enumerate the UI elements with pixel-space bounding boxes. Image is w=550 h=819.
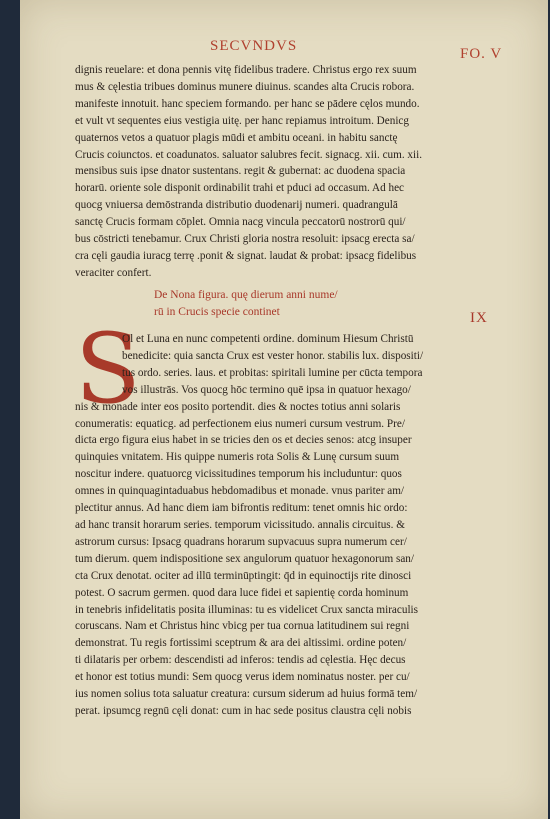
text-line: Ol et Luna en nunc competenti ordine. dominum Hiesum Christū — [122, 333, 414, 345]
text-line: quocg vniuersa demōstranda distributio duodenarij numeri. quadrangulā — [75, 199, 398, 212]
text-line: perat. ipsumcg regnū cęli donat: cum in hac sede positus claustra cęli nobis — [75, 704, 412, 717]
text-line: manifeste innotuit. hanc speciem formando. per hanc se pādere cęlos mundo. — [75, 97, 420, 110]
text-line: dignis reuelare: et dona pennis vitę fidelibus tradere. Christus ergo rex suum — [75, 64, 417, 76]
text-line: dicta ergo figura eius habet in se tricies den os et decies senos: atcg insuper — [75, 434, 412, 447]
text-line: cra cęli gaudia iuracg terrę .ponit & signat. laudat & probat: ipsacg fidelibus — [75, 249, 417, 262]
text-line: nis & monade inter eos posito portendit. dies & noctes totius anni solaris — [75, 400, 401, 413]
chapter-number: IX — [470, 310, 488, 326]
manuscript-page — [20, 0, 548, 819]
text-line: ad hanc transit horarum series. temporum vicissitudo. annalis circuitus. & — [75, 518, 405, 531]
running-title: SECVNDVS — [210, 38, 298, 54]
text-line: quaternos vetos a quatuor plagis mūdi et ambitu oceani. in habitu sanctę — [75, 131, 398, 144]
text-line: coruscans. Nam et Christus hinc vbicg per tua cornua latitudinem sui regni — [75, 620, 410, 633]
top-paragraph — [75, 62, 510, 282]
text-line: benedicite: quia sancta Crux est vester honor. stabilis lux. dispositi/ — [122, 349, 424, 362]
text-line: Crucis coiunctos. et coadunatos. saluator salubres fecit. signacg. xii. cum. xii. — [75, 148, 423, 161]
text-line: quinquies vnitatem. His quippe numeris rota Solis & Lunę cursum suum — [75, 451, 400, 464]
text-line: mus & cęlestia tribues dominus munere diuinus. scandes alta Crucis robora. — [75, 80, 415, 93]
text-line: ius nomen solius tota saluatur creatura: cursum siderum ad huius formā tem/ — [75, 688, 418, 701]
folio-number: FO. V — [460, 46, 503, 62]
text-line: mensibus suis ipse dnator sustentans. regit & gubernat: ac duodena spacia — [75, 165, 406, 178]
main-paragraph — [75, 331, 510, 720]
text-line: et vult vt sequentes eius vestigia uitę. per hanc repiamus introitum. Denicg — [75, 114, 409, 127]
text-line: veraciter confert. — [75, 266, 152, 279]
text-line: potest. O sacrum germen. quod dara luce fidei et sapientię corda hominum — [75, 586, 409, 599]
text-line: et honor est totius mundi: Sem quocg verus idem nominatus noster. per cu/ — [75, 671, 410, 684]
text-line: noscitur indere. quatuorcg vicissitudines temporum his includuntur: quos — [75, 468, 402, 481]
text-line: bus cōstricti tenebamur. Crux Christi gloria nostra resoluit: ipsacg erecta sa/ — [75, 233, 415, 246]
rubric-line: De Nona figura. quę dierum anni nume/ — [154, 289, 338, 301]
text-line: astrorum cursus: Ipsacg quadrans horarum supvacuus supra numerum cer/ — [75, 535, 407, 548]
text-line: tus ordo. series. laus. et probitas: spiritali lumine per cūcta tempora — [122, 366, 423, 379]
text-line: tum dierum. quem indispositione sex angulorum quatuor hexagonorum san/ — [75, 552, 414, 565]
text-line: demonstrat. Tu regis fortissimi sceptrum & ara dei altissimi. ordine poten/ — [75, 637, 407, 650]
text-line: horarū. oriente sole disponit ordinabilit trahi et pduci ad occasum. Ad hec — [75, 182, 405, 195]
text-line: plectitur annus. Ad hanc diem iam bifrontis reditum: tenet omnis hic ordo: — [75, 502, 408, 515]
text-line: ti dilataris per orbem: descendisti ad inferos: tendis ad cęlestia. Hęc decus — [75, 654, 406, 667]
text-line: vos illustrās. Vos quocg hōc termino quē ipsa in quatuor hexago/ — [122, 383, 411, 396]
text-line: cta Crux denotat. ociter ad illū terminūptingit: q̄d in equinoctijs rite dinosci — [75, 569, 412, 582]
text-line: sanctę Crucis formam cōplet. Omnia nacg vincula peccatorū nostrorū qui/ — [75, 216, 406, 229]
text-line: omnes in quinquagintaduabus hebdomadibus et monade. vnus pariter am/ — [75, 485, 405, 498]
decorated-initial: S — [75, 313, 141, 425]
chapter-rubric — [154, 287, 514, 321]
text-line: in tenebris infidelitatis posita illuminas: tu es videlicet Crux sancta miraculis — [75, 603, 419, 616]
rubric-line: rū in Crucis specie continet — [154, 306, 280, 318]
text-line: conumeratis: equaticg. ad perfectionem eius numeri cursum vestrum. Pre/ — [75, 417, 405, 430]
